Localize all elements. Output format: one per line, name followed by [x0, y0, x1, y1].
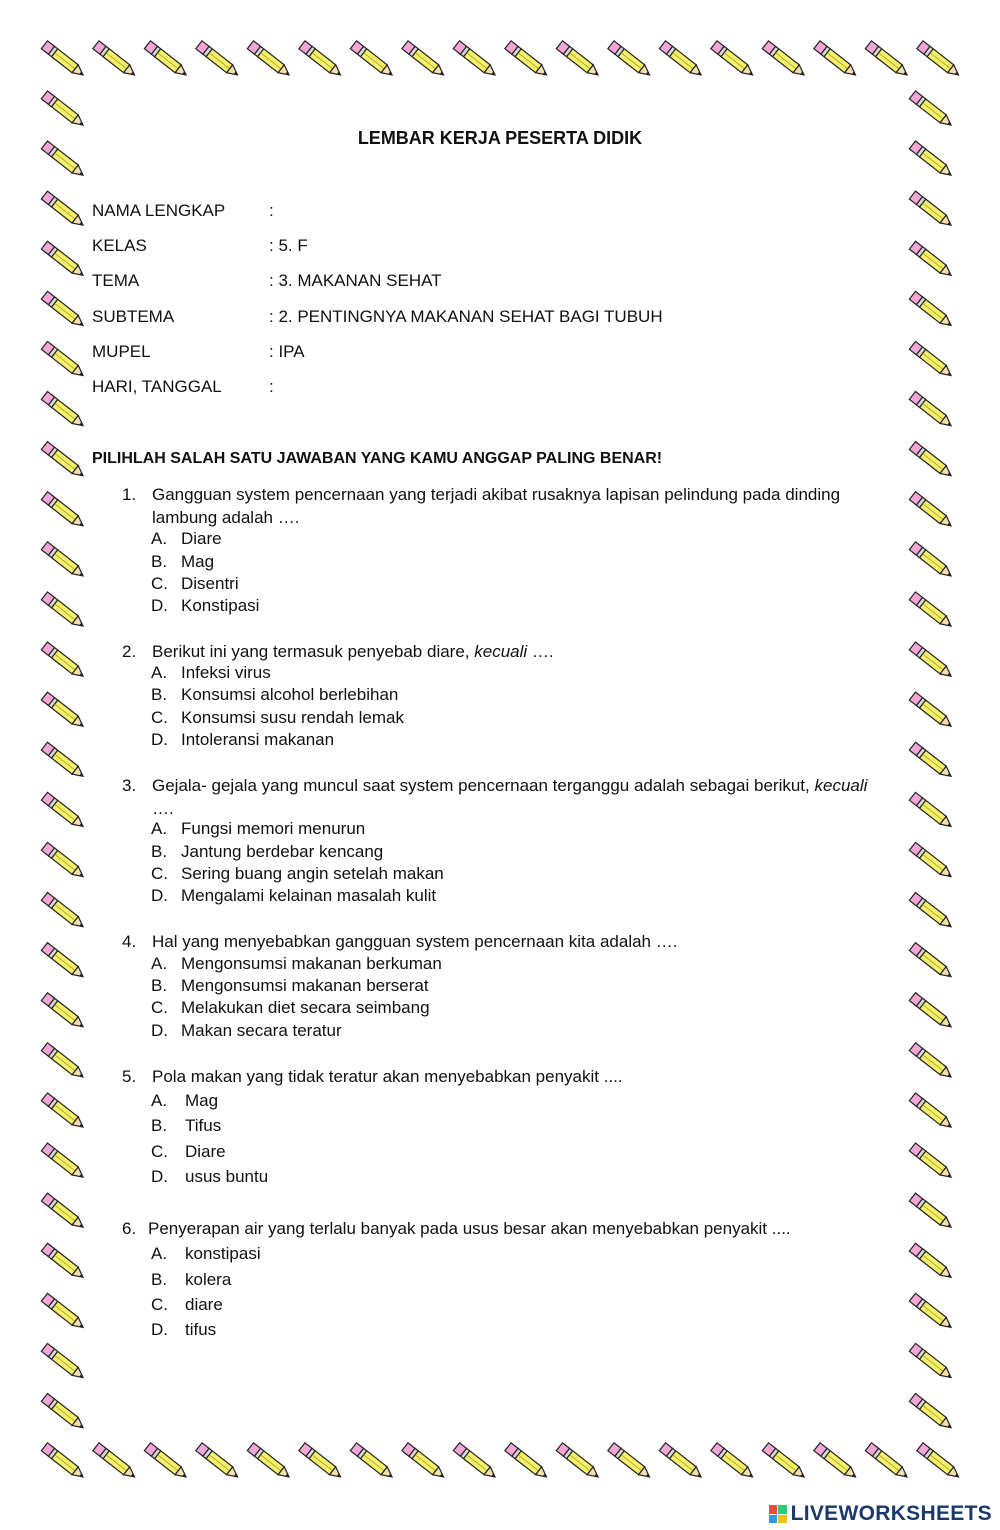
option-text: Konsumsi alcohol berlebihan [181, 685, 399, 704]
pencil-icon [909, 993, 954, 1031]
pencil-icon [659, 41, 704, 79]
pencil-icon [41, 842, 86, 880]
pencil-icon [865, 41, 910, 79]
pencil-icon [814, 41, 859, 79]
answer-option[interactable] [151, 596, 259, 616]
question-number: 2. [122, 642, 137, 661]
pencil-icon [41, 792, 86, 830]
question-number: 3. [122, 776, 137, 795]
option-letter: D. [151, 886, 168, 905]
info-label: KELAS [92, 236, 147, 255]
pencil-icon [814, 1443, 859, 1481]
pencil-icon [909, 592, 954, 630]
instruction: PILIHLAH SALAH SATU JAWABAN YANG KAMU ANGGAP PALING BENAR! [92, 450, 663, 467]
pencil-icon [41, 1443, 86, 1481]
option-text: usus buntu [185, 1167, 269, 1186]
option-letter: B. [151, 685, 168, 704]
option-text: Intoleransi makanan [181, 730, 335, 749]
pencil-icon [41, 993, 86, 1031]
pencil-icon [41, 191, 86, 229]
option-text: konstipasi [185, 1244, 261, 1263]
question-text: Pola makan yang tidak teratur akan menyebabkan penyakit .... [152, 1067, 623, 1086]
pencil-icon [909, 692, 954, 730]
option-text: Konstipasi [181, 596, 260, 615]
info-value: : [269, 377, 274, 396]
pencil-icon [505, 1443, 550, 1481]
pencil-icon [909, 1193, 954, 1231]
pencil-icon [41, 742, 86, 780]
answer-option[interactable] [151, 574, 239, 594]
info-label: HARI, TANGGAL [92, 377, 222, 396]
option-text: Melakukan diet secara seimbang [181, 998, 430, 1017]
pencil-icon [762, 41, 807, 79]
pencil-icon [909, 1343, 954, 1381]
pencil-icon [909, 241, 954, 279]
answer-option[interactable] [151, 1167, 268, 1187]
pencil-icon [909, 1293, 954, 1331]
pencil-icon [909, 542, 954, 580]
question-text: Penyerapan air yang terlalu banyak pada usus besar akan menyebabkan penyakit .... [148, 1219, 791, 1238]
answer-option[interactable] [151, 976, 429, 996]
pencil-icon [41, 642, 86, 680]
option-text: Fungsi memori menurun [181, 819, 366, 838]
question-text [152, 775, 892, 820]
option-letter: C. [151, 1142, 168, 1161]
option-letter: C. [151, 708, 168, 727]
question-text: Hal yang menyebabkan gangguan system pencernaan kita adalah …. [152, 932, 678, 951]
pencil-icon [909, 341, 954, 379]
answer-option[interactable] [151, 1021, 342, 1041]
option-letter: B. [151, 552, 168, 571]
question-5 [122, 1066, 892, 1089]
info-value: : IPA [269, 342, 305, 361]
answer-option[interactable] [151, 663, 271, 683]
page-title: LEMBAR KERJA PESERTA DIDIK [357, 128, 643, 148]
option-letter: A. [151, 1091, 168, 1110]
option-text: Mengonsumsi makanan berserat [181, 976, 429, 995]
pencil-icon [453, 41, 498, 79]
question-2 [122, 641, 892, 664]
answer-option[interactable] [151, 954, 442, 974]
answer-option[interactable] [151, 730, 334, 750]
option-letter: B. [151, 1116, 168, 1135]
option-letter: C. [151, 574, 168, 593]
pencil-icon [350, 41, 395, 79]
pencil-icon [196, 1443, 241, 1481]
pencil-icon [41, 291, 86, 329]
pencil-icon [917, 1443, 962, 1481]
pencil-icon [196, 41, 241, 79]
info-value: : 5. F [269, 236, 308, 255]
pencil-icon [299, 1443, 344, 1481]
answer-option[interactable] [151, 864, 444, 884]
pencil-icon [909, 842, 954, 880]
question-text-part: …. [152, 798, 174, 818]
question-text-part: …. [527, 642, 554, 661]
pencil-icon [93, 41, 138, 79]
pencil-icon [41, 1343, 86, 1381]
pencil-icon [41, 341, 86, 379]
option-letter: D. [151, 730, 168, 749]
option-letter: A. [151, 663, 168, 682]
pencil-icon [762, 1443, 807, 1481]
option-letter: B. [151, 976, 168, 995]
question-number: 4. [122, 932, 137, 951]
question-text [152, 641, 892, 664]
pencil-icon [909, 91, 954, 129]
answer-option[interactable] [151, 1320, 216, 1340]
option-text: Mengonsumsi makanan berkuman [181, 954, 442, 973]
pencil-icon [608, 1443, 653, 1481]
liveworksheets-logo [769, 1502, 992, 1526]
option-letter: D. [151, 1021, 168, 1040]
question-number: 1. [122, 485, 137, 504]
answer-option[interactable] [151, 1091, 218, 1111]
answer-option[interactable] [151, 708, 404, 728]
pencil-icon [41, 692, 86, 730]
info-value: : 3. MAKANAN SEHAT [269, 271, 442, 290]
option-text: Tifus [185, 1116, 222, 1135]
question-text-part: Berikut ini yang termasuk penyebab diare, [152, 642, 475, 661]
pencil-icon [41, 1293, 86, 1331]
pencil-icon [144, 41, 189, 79]
info-label: TEMA [92, 271, 140, 290]
pencil-icon [41, 91, 86, 129]
logo-text: LIVEWORKSHEETS [790, 1502, 992, 1525]
pencil-icon [350, 1443, 395, 1481]
pencil-icon [556, 1443, 601, 1481]
answer-option[interactable] [151, 886, 436, 906]
option-text: kolera [185, 1270, 232, 1289]
pencil-icon [41, 943, 86, 981]
option-text: Makan secara teratur [181, 1021, 342, 1040]
pencil-icon [453, 1443, 498, 1481]
option-letter: A. [151, 819, 168, 838]
answer-option[interactable] [151, 685, 398, 705]
option-text: Mag [185, 1091, 219, 1110]
option-text: Jantung berdebar kencang [181, 842, 384, 861]
option-letter: A. [151, 954, 168, 973]
option-letter: C. [151, 864, 168, 883]
answer-option[interactable] [151, 842, 383, 862]
question-6 [122, 1218, 892, 1241]
question-4 [122, 931, 892, 954]
option-text: Diare [181, 529, 222, 548]
pencil-icon [909, 943, 954, 981]
pencil-icon [909, 191, 954, 229]
answer-option[interactable] [151, 1270, 231, 1290]
option-letter: A. [151, 529, 168, 548]
question-text: Gangguan system pencernaan yang terjadi akibat rusaknya lapisan pelindung pada dinding lambung adalah …. [152, 485, 841, 527]
option-letter: C. [151, 1295, 168, 1314]
answer-option[interactable] [151, 529, 222, 549]
info-value: : 2. PENTINGNYA MAKANAN SEHAT BAGI TUBUH [269, 307, 663, 326]
pencil-icon [41, 492, 86, 530]
question-number: 6. [122, 1219, 137, 1238]
option-text: Diare [185, 1142, 226, 1161]
pencil-icon [41, 241, 86, 279]
pencil-icon [659, 1443, 704, 1481]
pencil-icon [93, 1443, 138, 1481]
pencil-icon [299, 41, 344, 79]
pencil-icon [247, 41, 292, 79]
pencil-icon [711, 1443, 756, 1481]
pencil-icon [41, 392, 86, 430]
question-text-part: Gejala- gejala yang muncul saat system pencernaan terganggu adalah sebagai berikut, [152, 776, 815, 795]
option-letter: D. [151, 596, 168, 615]
pencil-icon [608, 41, 653, 79]
pencil-icon [909, 1143, 954, 1181]
pencil-icon [909, 893, 954, 931]
info-label: MUPEL [92, 342, 151, 361]
info-label: NAMA LENGKAP [92, 201, 226, 220]
pencil-icon [41, 1193, 86, 1231]
pencil-icon [865, 1443, 910, 1481]
option-letter: A. [151, 1244, 168, 1263]
question-text-emphasis: kecuali [814, 776, 868, 795]
question-3 [122, 775, 892, 820]
pencil-icon [909, 1093, 954, 1131]
pencil-icon [41, 1093, 86, 1131]
answer-option[interactable] [151, 552, 214, 572]
pencil-icon [41, 542, 86, 580]
option-text: Mag [181, 552, 215, 571]
pencil-icon [711, 41, 756, 79]
answer-option[interactable] [151, 819, 365, 839]
pencil-icon [909, 392, 954, 430]
pencil-icon [41, 1394, 86, 1432]
option-text: Konsumsi susu rendah lemak [181, 708, 405, 727]
option-letter: B. [151, 842, 168, 861]
answer-option[interactable] [151, 998, 430, 1018]
option-text: Mengalami kelainan masalah kulit [181, 886, 437, 905]
pencil-icon [41, 893, 86, 931]
pencil-icon [41, 1043, 86, 1081]
answer-option[interactable] [151, 1116, 221, 1136]
pencil-icon [41, 442, 86, 480]
option-letter: D. [151, 1320, 168, 1339]
option-text: Disentri [181, 574, 239, 593]
option-text: diare [185, 1295, 223, 1314]
pencil-icon [41, 1243, 86, 1281]
pencil-icon [144, 1443, 189, 1481]
pencil-icon [909, 442, 954, 480]
pencil-icon [41, 1143, 86, 1181]
info-value: : [269, 201, 274, 220]
pencil-icon [909, 792, 954, 830]
option-text: Infeksi virus [181, 663, 271, 682]
pencil-icon [909, 742, 954, 780]
answer-option[interactable] [151, 1244, 261, 1264]
pencil-icon [505, 41, 550, 79]
pencil-icon [41, 592, 86, 630]
pencil-icon [909, 291, 954, 329]
logo-icon [769, 1505, 787, 1523]
pencil-icon [41, 41, 86, 79]
question-text-emphasis: kecuali [474, 642, 528, 661]
pencil-icon [917, 41, 962, 79]
pencil-icon [909, 1243, 954, 1281]
option-text: tifus [185, 1320, 217, 1339]
option-text: Sering buang angin setelah makan [181, 864, 444, 883]
answer-option[interactable] [151, 1295, 223, 1315]
pencil-icon [909, 1394, 954, 1432]
option-letter: B. [151, 1270, 168, 1289]
pencil-icon [909, 492, 954, 530]
pencil-icon [909, 1043, 954, 1081]
question-number: 5. [122, 1067, 137, 1086]
answer-option[interactable] [151, 1142, 226, 1162]
pencil-icon [402, 1443, 447, 1481]
option-letter: D. [151, 1167, 168, 1186]
info-label: SUBTEMA [92, 307, 175, 326]
pencil-icon [402, 41, 447, 79]
pencil-icon [909, 642, 954, 680]
pencil-icon [556, 41, 601, 79]
option-letter: C. [151, 998, 168, 1017]
pencil-icon [247, 1443, 292, 1481]
question-1 [122, 484, 892, 529]
